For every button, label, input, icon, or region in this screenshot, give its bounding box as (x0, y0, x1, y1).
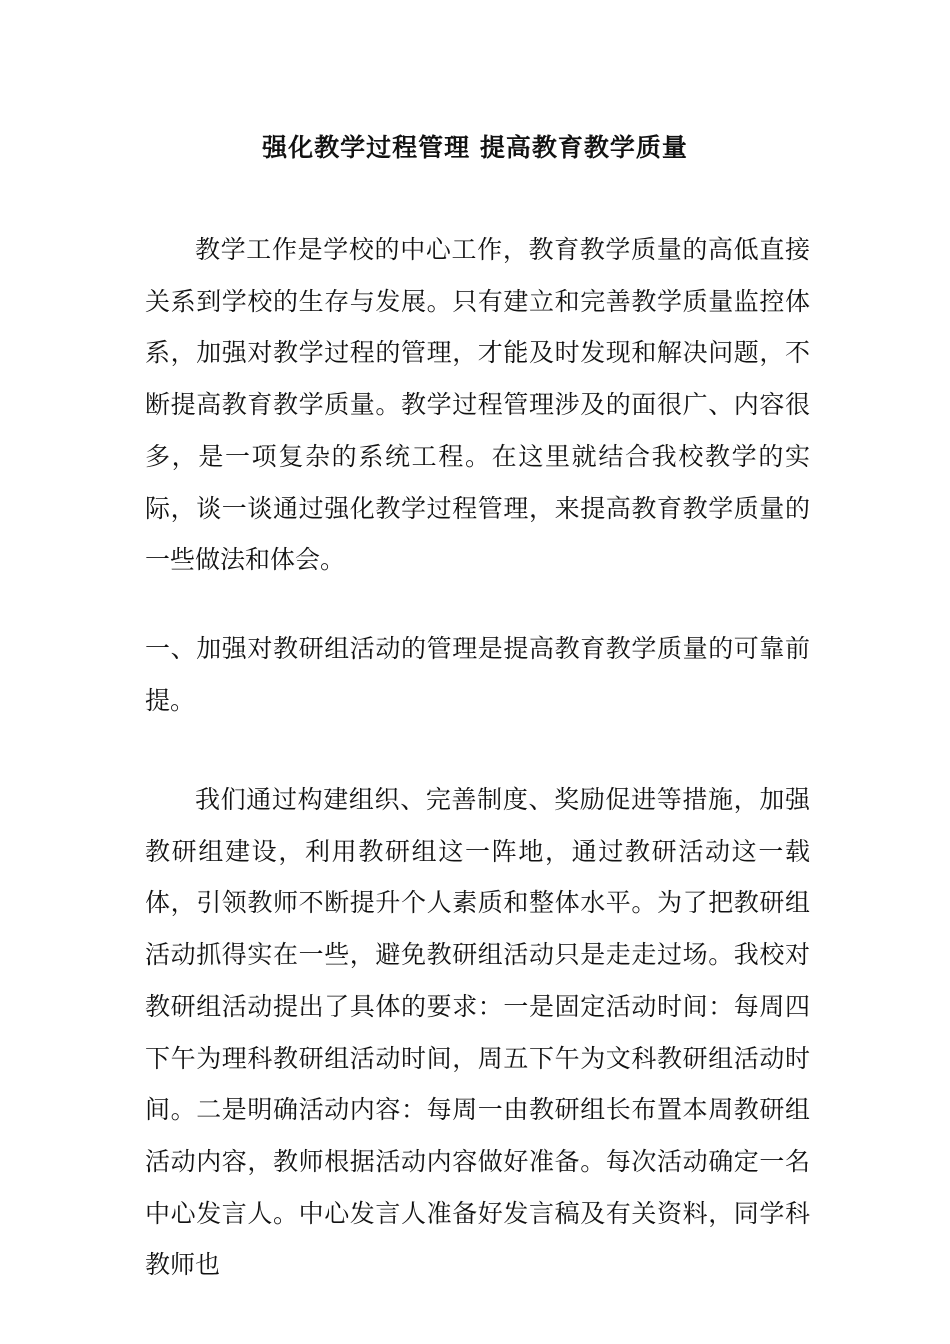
intro-paragraph: 教学工作是学校的中心工作，教育教学质量的高低直接关系到学校的生存与发展。只有建立和完善教学质量监控体系，加强对教学过程的管理，才能及时发现和解决问题，不断提高教育教学质量。教学过程管理涉及的面很广、内容很多，是一项复杂的系统工程。在这里就结合我校教学的实际，谈一谈通过强化教学过程管理，来提高教育教学质量的一些做法和体会。 (145, 235, 810, 575)
section-heading-1: 一、加强对教研组活动的管理是提高教育教学质量的可靠前提。 (145, 634, 810, 715)
section-1-paragraph: 我们通过构建组织、完善制度、奖励促进等措施，加强教研组建设，利用教研组这一阵地，通过教研活动这一载体，引领教师不断提升个人素质和整体水平。为了把教研组活动抓得实在一些，避免教研组活动只是走走过场。我校对教研组活动提出了具体的要求：一是固定活动时间：每周四下午为理科教研组活动时间，周五下午为文科教研组活动时间。二是明确活动内容：每周一由教研组长布置本周教研组活动内容，教师根据活动内容做好准备。每次活动确定一名中心发言人。中心发言人准备好发言稿及有关资料，同学科教师也 (145, 785, 810, 1280)
document-title: 强化教学过程管理 提高教育教学质量 (262, 133, 688, 162)
